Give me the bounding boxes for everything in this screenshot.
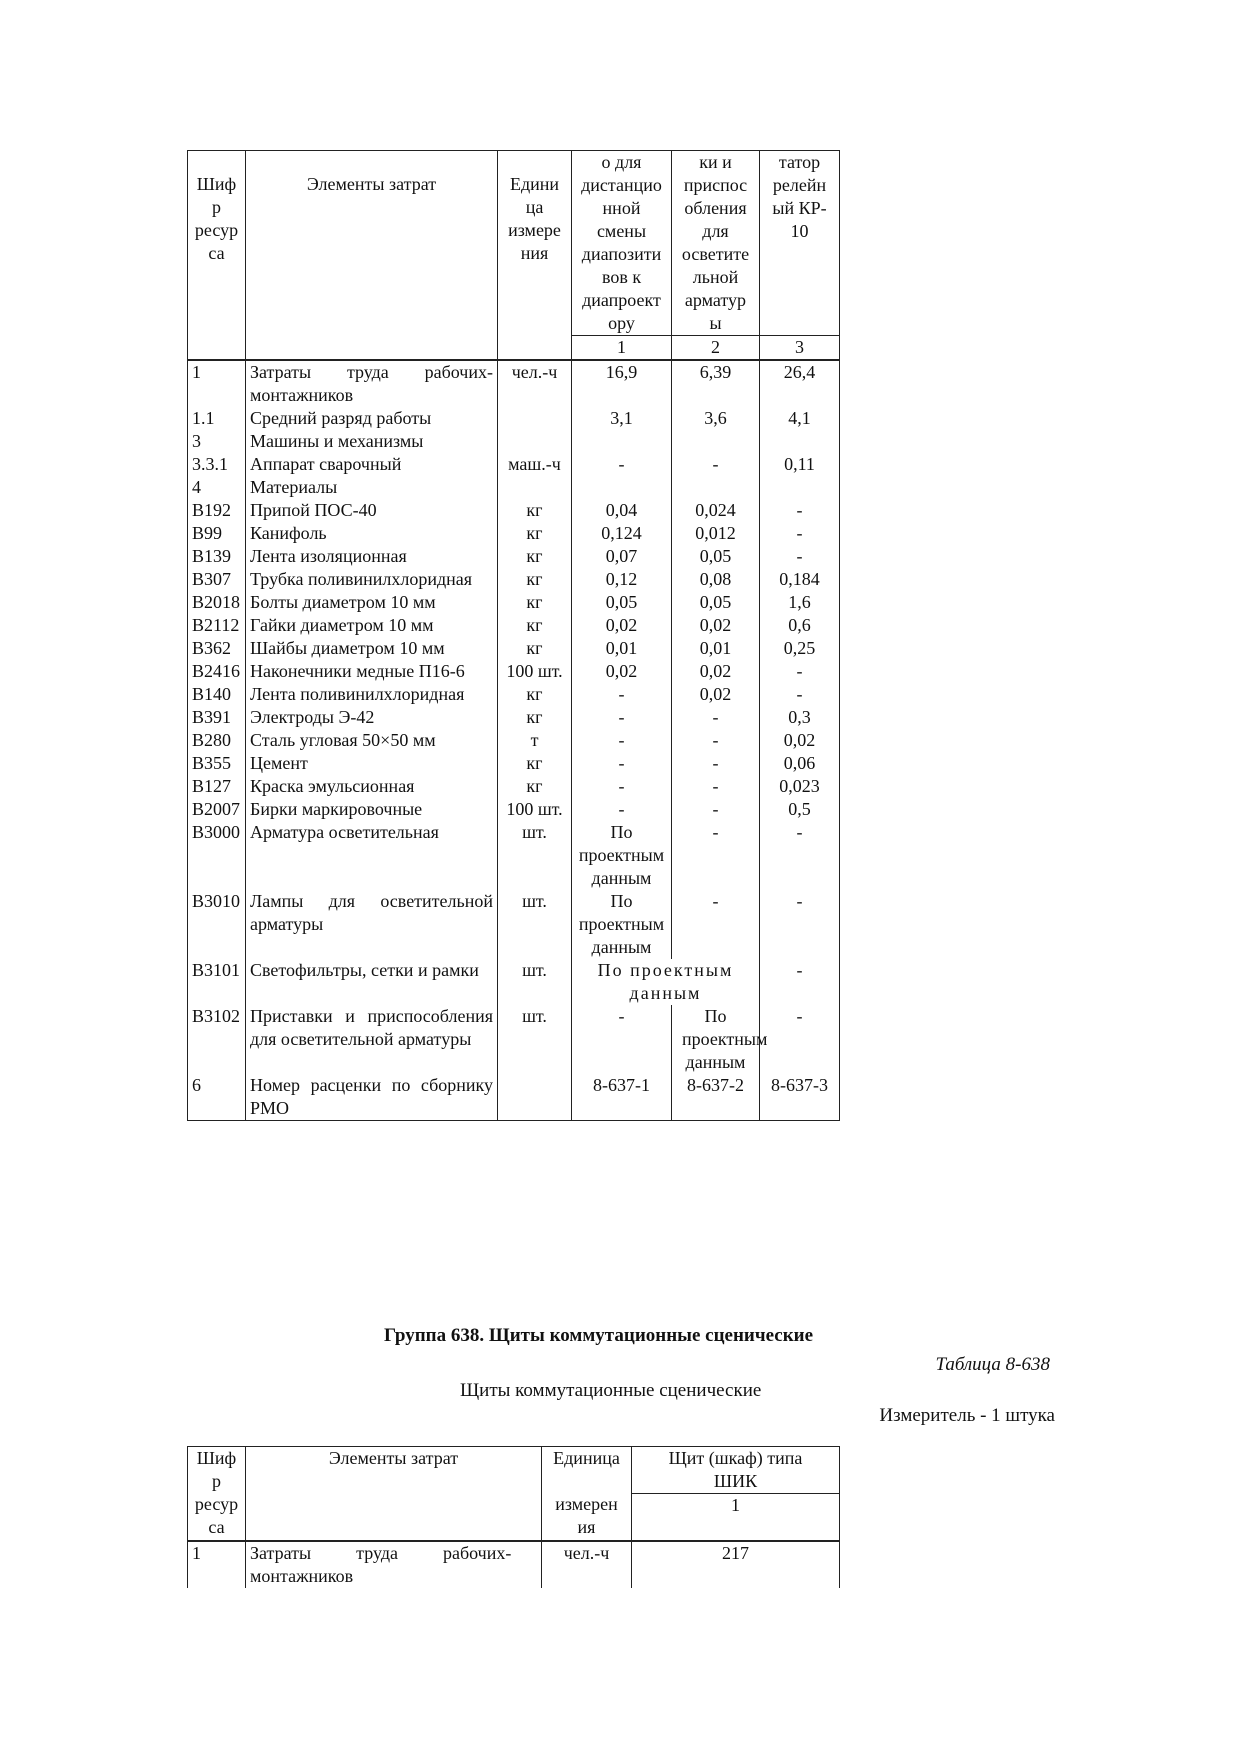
row-name: Лента поливинилхлоридная: [246, 683, 498, 706]
row-value-2: По проектным данным: [672, 1005, 760, 1074]
table-row: [188, 798, 840, 821]
row-value-1: -: [572, 798, 672, 821]
table-row: [188, 1005, 840, 1074]
row-name: Шайбы диаметром 10 мм: [246, 637, 498, 660]
row-code: В2416: [188, 660, 246, 683]
header-col3: татор релейн ый КР- 10: [760, 151, 840, 336]
row-value-2: 0,012: [672, 522, 760, 545]
row-unit: кг: [498, 706, 572, 729]
row-name: Приставки и приспособления для осветительной арматуры: [246, 1005, 498, 1074]
row-name: Номер расценки по сборнику РМО: [246, 1074, 498, 1121]
table-row: [188, 568, 840, 591]
row-unit: кг: [498, 637, 572, 660]
row-unit: кг: [498, 614, 572, 637]
row-code: 6: [188, 1074, 246, 1121]
row-code: В391: [188, 706, 246, 729]
row-name: Цемент: [246, 752, 498, 775]
table-row: [188, 476, 840, 499]
row-code: В127: [188, 775, 246, 798]
row-value-3: 4,1: [760, 407, 840, 430]
row-unit: маш.-ч: [498, 453, 572, 476]
row-code: В3101: [188, 959, 246, 1005]
row-value-1: -: [572, 775, 672, 798]
row-value-2: 6,39: [672, 360, 760, 407]
row-name: Гайки диаметром 10 мм: [246, 614, 498, 637]
table-row: [188, 453, 840, 476]
row-value-3: [760, 430, 840, 453]
row-unit: шт.: [498, 959, 572, 1005]
row-value-1: -: [572, 683, 672, 706]
row-code: В2007: [188, 798, 246, 821]
row-value-1: 0,01: [572, 637, 672, 660]
row-value-2: 0,01: [672, 637, 760, 660]
row-code: В2112: [188, 614, 246, 637]
row-unit: кг: [498, 683, 572, 706]
row-value-2: -: [672, 729, 760, 752]
row-code: В355: [188, 752, 246, 775]
table-row: [188, 890, 840, 959]
row-value-2: 0,024: [672, 499, 760, 522]
row-unit: [498, 430, 572, 453]
row-code: В140: [188, 683, 246, 706]
row-code: В139: [188, 545, 246, 568]
row-unit: 100 шт.: [498, 798, 572, 821]
row-code: 3: [188, 430, 246, 453]
row-value-3: 0,023: [760, 775, 840, 798]
header-num3: 3: [760, 336, 840, 361]
row-value-3: 0,3: [760, 706, 840, 729]
row-value-3: -: [760, 499, 840, 522]
row-unit: [498, 407, 572, 430]
t2-row-code: 1: [188, 1541, 246, 1588]
row-name: Лампы для осветительной арматуры: [246, 890, 498, 959]
row-name: Краска эмульсионная: [246, 775, 498, 798]
header-col1: о для дистанцио нной смены диапозити вов к диапроект ору: [572, 151, 672, 336]
row-unit: [498, 1074, 572, 1121]
row-value-1: 0,07: [572, 545, 672, 568]
row-value-2: [672, 430, 760, 453]
row-value-2: 0,02: [672, 614, 760, 637]
table-row: [188, 360, 840, 407]
t2-header-num: 1: [632, 1494, 840, 1542]
row-value-3: 1,6: [760, 591, 840, 614]
row-code: В3102: [188, 1005, 246, 1074]
row-value-1: По проектным данным: [572, 890, 672, 959]
row-unit: кг: [498, 522, 572, 545]
row-name: Затраты труда рабочих-монтажников: [246, 360, 498, 407]
row-value-1: -: [572, 729, 672, 752]
row-value-3: 0,184: [760, 568, 840, 591]
row-value-merged: По проектным данным: [572, 959, 760, 1005]
row-value-1: [572, 476, 672, 499]
row-value-2: -: [672, 706, 760, 729]
t2-header-code: Шиф р ресур са: [188, 1447, 246, 1542]
row-value-3: -: [760, 522, 840, 545]
table-row: [188, 729, 840, 752]
row-code: 1.1: [188, 407, 246, 430]
row-code: 3.3.1: [188, 453, 246, 476]
row-value-3: 26,4: [760, 360, 840, 407]
header-col2: ки и приспос обления для осветите льной арматур ы: [672, 151, 760, 336]
row-value-3: 0,02: [760, 729, 840, 752]
row-name: Светофильтры, сетки и рамки: [246, 959, 498, 1005]
row-value-1: -: [572, 453, 672, 476]
row-unit: шт.: [498, 1005, 572, 1074]
resource-table-8-637: [187, 150, 840, 1121]
row-value-3: -: [760, 545, 840, 568]
t2-row-value: 217: [632, 1541, 840, 1588]
row-value-2: 0,02: [672, 660, 760, 683]
row-value-1: 0,02: [572, 660, 672, 683]
row-value-2: 8-637-2: [672, 1074, 760, 1121]
row-value-1: -: [572, 706, 672, 729]
table-row: [188, 1074, 840, 1121]
row-value-3: 0,25: [760, 637, 840, 660]
row-name: Лента изоляционная: [246, 545, 498, 568]
row-code: В2018: [188, 591, 246, 614]
table-row: [188, 706, 840, 729]
table-row: [188, 637, 840, 660]
row-code: В192: [188, 499, 246, 522]
row-value-2: 0,08: [672, 568, 760, 591]
row-name: Аппарат сварочный: [246, 453, 498, 476]
row-code: В280: [188, 729, 246, 752]
row-unit: шт.: [498, 890, 572, 959]
row-unit: кг: [498, 568, 572, 591]
row-value-3: -: [760, 821, 840, 890]
row-value-2: -: [672, 752, 760, 775]
row-value-1: 16,9: [572, 360, 672, 407]
table-title: Щиты коммутационные сценические: [460, 1380, 762, 1401]
table-row: [188, 407, 840, 430]
table-row: [188, 430, 840, 453]
row-value-2: -: [672, 798, 760, 821]
row-value-2: 0,05: [672, 591, 760, 614]
header-elements: Элементы затрат: [246, 151, 498, 361]
row-code: В99: [188, 522, 246, 545]
row-name: Бирки маркировочные: [246, 798, 498, 821]
row-unit: кг: [498, 499, 572, 522]
row-value-3: [760, 476, 840, 499]
table-row: [188, 660, 840, 683]
row-value-3: -: [760, 683, 840, 706]
header-num2: 2: [672, 336, 760, 361]
row-value-3: 0,6: [760, 614, 840, 637]
row-unit: 100 шт.: [498, 660, 572, 683]
row-unit: кг: [498, 545, 572, 568]
row-value-2: -: [672, 821, 760, 890]
table-row: [188, 545, 840, 568]
row-code: В3010: [188, 890, 246, 959]
row-name: Сталь угловая 50×50 мм: [246, 729, 498, 752]
row-value-3: -: [760, 660, 840, 683]
row-code: В307: [188, 568, 246, 591]
table-row: [188, 752, 840, 775]
row-value-1: -: [572, 1005, 672, 1074]
table-label: Таблица 8-638: [935, 1354, 1050, 1375]
row-code: 1: [188, 360, 246, 407]
group-heading: Группа 638. Щиты коммутационные сценические: [384, 1325, 814, 1346]
t2-row-unit: чел.-ч: [542, 1541, 632, 1588]
row-value-1: -: [572, 752, 672, 775]
row-unit: кг: [498, 591, 572, 614]
t2-header-elements: Элементы затрат: [246, 1447, 542, 1542]
row-value-3: 0,06: [760, 752, 840, 775]
row-value-1: 0,04: [572, 499, 672, 522]
row-unit: т: [498, 729, 572, 752]
row-value-1: 0,12: [572, 568, 672, 591]
row-value-1: 0,05: [572, 591, 672, 614]
row-name: Трубка поливинилхлоридная: [246, 568, 498, 591]
row-name: Припой ПОС-40: [246, 499, 498, 522]
row-value-3: -: [760, 890, 840, 959]
row-code: В362: [188, 637, 246, 660]
table-row: [188, 614, 840, 637]
row-value-2: -: [672, 775, 760, 798]
row-value-1: 8-637-1: [572, 1074, 672, 1121]
row-unit: чел.-ч: [498, 360, 572, 407]
t2-header-unit: Единица измерен ия: [542, 1447, 632, 1542]
row-value-3: 0,11: [760, 453, 840, 476]
row-unit: кг: [498, 752, 572, 775]
t2-row-name: Затраты труда рабочих- монтажников: [246, 1541, 542, 1588]
row-value-1: 0,124: [572, 522, 672, 545]
row-name: Материалы: [246, 476, 498, 499]
header-code: Шиф р ресур са: [188, 151, 246, 361]
row-value-3: -: [760, 959, 840, 1005]
row-code: В3000: [188, 821, 246, 890]
row-unit: [498, 476, 572, 499]
row-value-1: 3,1: [572, 407, 672, 430]
t2-header-col: Щит (шкаф) типа ШИК: [632, 1447, 840, 1494]
row-name: Машины и механизмы: [246, 430, 498, 453]
row-value-1: По проектным данным: [572, 821, 672, 890]
row-value-3: 0,5: [760, 798, 840, 821]
row-name: Электроды Э-42: [246, 706, 498, 729]
row-value-2: 3,6: [672, 407, 760, 430]
row-unit: кг: [498, 775, 572, 798]
meter-label: Измеритель - 1 штука: [879, 1405, 1055, 1426]
row-unit: шт.: [498, 821, 572, 890]
row-code: 4: [188, 476, 246, 499]
row-name: Канифоль: [246, 522, 498, 545]
row-value-2: -: [672, 890, 760, 959]
row-value-1: [572, 430, 672, 453]
table-row: [188, 499, 840, 522]
row-value-3: 8-637-3: [760, 1074, 840, 1121]
row-value-2: -: [672, 453, 760, 476]
header-num1: 1: [572, 336, 672, 361]
table-row: [188, 683, 840, 706]
row-value-2: [672, 476, 760, 499]
table-row: [188, 591, 840, 614]
row-value-3: -: [760, 1005, 840, 1074]
row-value-2: 0,05: [672, 545, 760, 568]
table-row: [188, 959, 840, 1005]
table-row: [188, 821, 840, 890]
row-name: Средний разряд работы: [246, 407, 498, 430]
row-value-2: 0,02: [672, 683, 760, 706]
row-name: Арматура осветительная: [246, 821, 498, 890]
resource-table-8-638: [187, 1446, 840, 1588]
row-name: Болты диаметром 10 мм: [246, 591, 498, 614]
header-unit: Едини ца измере ния: [498, 151, 572, 361]
row-value-1: 0,02: [572, 614, 672, 637]
table-row: [188, 522, 840, 545]
row-name: Наконечники медные П16-6: [246, 660, 498, 683]
table-row: [188, 775, 840, 798]
